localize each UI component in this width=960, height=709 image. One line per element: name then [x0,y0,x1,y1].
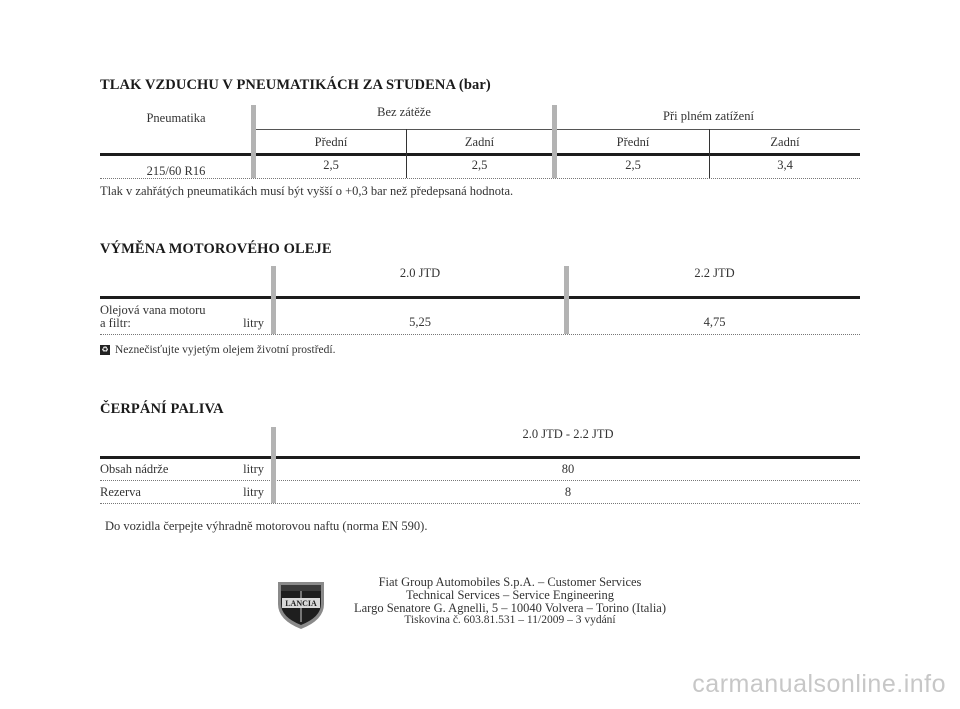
footer-line-4: Tiskovina č. 603.81.531 – 11/2009 – 3 vydání [404,614,616,626]
fuel-row-separator [100,480,860,481]
value-rear-no-load: 2,5 [471,158,488,172]
fuel-row-reserve-value: 8 [564,485,572,499]
fuel-row-reserve-unit: litry [243,485,264,499]
oil-table-rule [100,296,860,299]
fuel-note: Do vozidla čerpejte výhradně motorovou naftu (norma EN 590). [105,519,428,533]
tire-header: Pneumatika [146,111,206,125]
lancia-logo [272,574,330,632]
fuel-row-reserve-label: Rezerva [100,485,141,499]
tire-table-bottom [100,178,860,179]
tire-subcolumn-divider [709,129,710,178]
tire-pressure-title: TLAK VZDUCHU V PNEUMATIKÁCH ZA STUDENA (bar) [100,77,491,93]
oil-column-divider [271,266,276,334]
oil-col-20jtd: 2.0 JTD [399,266,441,280]
group-full-load: Při plném zatížení [663,109,754,123]
fuel-row-tank-unit: litry [243,462,264,476]
fuel-row-tank-value: 80 [561,462,575,476]
tire-size: 215/60 R16 [146,164,206,178]
tire-group-divider [552,105,557,178]
oil-note: Neznečisťujte vyjetým olejem životní prostředí. [115,344,336,356]
fuel-column-divider [271,427,276,503]
group-no-load: Bez zátěže [377,105,431,119]
footer-line-1: Fiat Group Automobiles S.p.A. – Customer Services [378,575,642,589]
oil-value-20jtd: 5,25 [409,315,431,329]
recycle-icon: ♻ [101,345,109,354]
tire-column-divider [251,105,256,178]
watermark: carmanualsonline.info [692,670,946,698]
oil-row-label-1: Olejová vana motoru [100,303,206,317]
oil-title: VÝMĚNA MOTOROVÉHO OLEJE [100,241,332,257]
value-front-full-load: 2,5 [625,158,641,172]
sub-rear-2: Zadní [770,135,800,149]
oil-unit: litry [243,316,264,330]
oil-table-bottom [100,334,860,335]
oil-value-22jtd: 4,75 [703,315,726,329]
tire-note: Tlak v zahřátých pneumatikách musí být vyšší o +0,3 bar než předepsaná hodnota. [100,184,514,198]
sub-front-1: Přední [314,135,348,149]
oil-row-label-2: a filtr: [100,316,131,330]
value-rear-full-load: 3,4 [777,158,793,172]
oil-column-divider [564,266,569,334]
sub-rear-1: Zadní [464,135,495,149]
oil-col-22jtd: 2.2 JTD [694,266,735,280]
tire-subcolumn-divider [406,129,407,178]
tire-table-rule [100,153,860,156]
value-front-no-load: 2,5 [323,158,339,172]
fuel-title: ČERPÁNÍ PALIVA [100,401,224,417]
sub-front-2: Přední [616,135,650,149]
fuel-col-header: 2.0 JTD - 2.2 JTD [522,427,614,441]
fuel-table-bottom [100,503,860,504]
fuel-table-rule [100,456,860,459]
fuel-row-tank-label: Obsah nádrže [100,462,169,476]
footer-line-2: Technical Services – Service Engineering [405,588,615,602]
lancia-logo-text: LANCIA [285,599,317,609]
footer-line-3: Largo Senatore G. Agnelli, 5 – 10040 Volvera – Torino (Italia) [353,601,667,615]
subheader-line [256,129,860,130]
